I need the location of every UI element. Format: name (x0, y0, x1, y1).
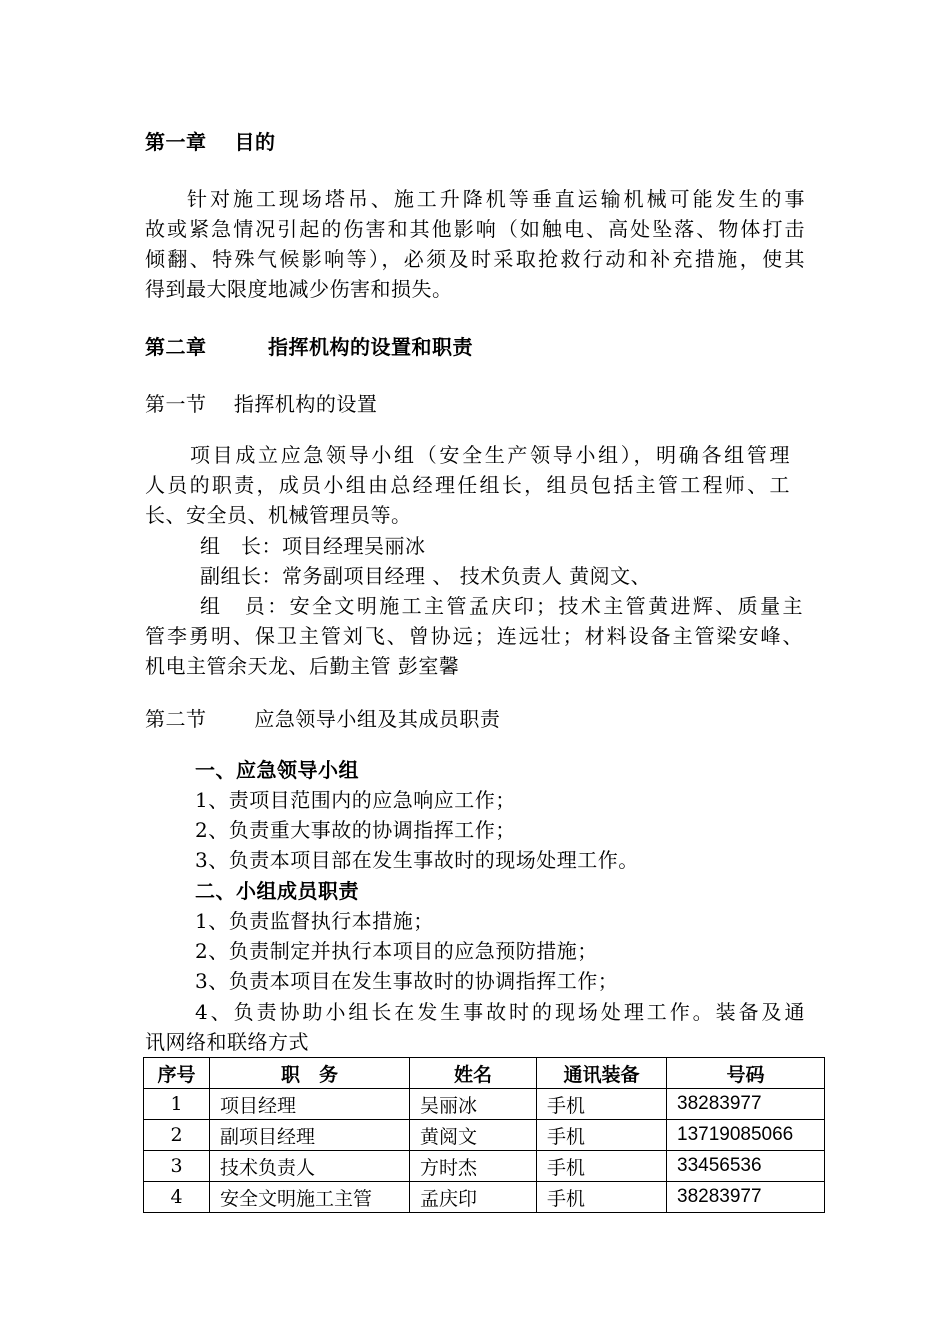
row-name: 吴丽冰 (410, 1089, 537, 1120)
member-duty-4: 4、负责协助小组长在发生事故时的现场处理工作。装备及通 (195, 1000, 805, 1024)
chapter1-heading: 第一章 目的 (145, 130, 276, 154)
member-duty-3: 3、负责本项目在发生事故时的协调指挥工作； (195, 969, 619, 993)
row-index: 1 (144, 1089, 210, 1120)
header-number: 号码 (667, 1058, 825, 1089)
group-duties-heading: 一、应急领导小组 (195, 758, 359, 782)
row-device: 手机 (537, 1182, 667, 1213)
chapter1-para-line-1: 针对施工现场塔吊、施工升降机等垂直运输机械可能发生的事 (187, 187, 805, 211)
group-leader-line: 组 长：项目经理吴丽冰 (200, 534, 426, 558)
group-duty-2: 2、负责重大事故的协调指挥工作； (195, 818, 516, 842)
chapter1-para-line-2: 故或紧急情况引起的伤害和其他影响（如触电、高处坠落、物体打击 (145, 217, 805, 241)
members-line-3: 机电主管余天龙、后勤主管 彭室馨 (145, 654, 460, 678)
row-device: 手机 (537, 1120, 667, 1151)
deputy-leader-line: 副组长：常务副项目经理 、 技术负责人 黄阅文、 (200, 564, 652, 588)
row-name: 方时杰 (410, 1151, 537, 1182)
section2-heading: 第二节 应急领导小组及其成员职责 (145, 707, 501, 731)
contacts-table (143, 1057, 825, 1213)
row-name: 黄阅文 (410, 1120, 537, 1151)
row-index: 3 (144, 1151, 210, 1182)
row-index: 2 (144, 1120, 210, 1151)
row-name: 孟庆印 (410, 1182, 537, 1213)
row-position: 技术负责人 (210, 1151, 410, 1182)
row-device: 手机 (537, 1089, 667, 1120)
row-device: 手机 (537, 1151, 667, 1182)
group-duty-1: 1、责项目范围内的应急响应工作； (195, 788, 516, 812)
row-position: 项目经理 (210, 1089, 410, 1120)
row-number: 38283977 (667, 1089, 825, 1120)
row-number: 38283977 (667, 1182, 825, 1213)
table-header-row (144, 1058, 825, 1089)
chapter1-para-line-3: 倾翻、特殊气候影响等），必须及时采取抢救行动和补充措施，使其 (145, 247, 805, 271)
group-duty-3: 3、负责本项目部在发生事故时的现场处理工作。 (195, 848, 639, 872)
section1-heading: 第一节 指挥机构的设置 (145, 392, 378, 416)
header-position: 职 务 (210, 1058, 410, 1089)
row-number: 33456536 (667, 1151, 825, 1182)
member-duty-1: 1、负责监督执行本措施； (195, 909, 434, 933)
header-name: 姓名 (410, 1058, 537, 1089)
members-line-1: 组 员：安全文明施工主管孟庆印；技术主管黄进辉、质量主 (200, 594, 803, 618)
header-device: 通讯装备 (537, 1058, 667, 1089)
section1-para-line-3: 长、安全员、机械管理员等。 (145, 503, 412, 527)
row-position: 安全文明施工主管 (210, 1182, 410, 1213)
section1-para-line-2: 人员的职责，成员小组由总经理任组长，组员包括主管工程师、工 (145, 473, 790, 497)
member-duty-2: 2、负责制定并执行本项目的应急预防措施； (195, 939, 598, 963)
table-row (144, 1089, 825, 1120)
section1-para-line-1: 项目成立应急领导小组（安全生产领导小组），明确各组管理 (190, 443, 790, 467)
row-index: 4 (144, 1182, 210, 1213)
row-position: 副项目经理 (210, 1120, 410, 1151)
row-number: 13719085066 (667, 1120, 825, 1151)
table-row (144, 1151, 825, 1182)
table-row (144, 1120, 825, 1151)
header-index: 序号 (144, 1058, 210, 1089)
table-row (144, 1182, 825, 1213)
chapter2-heading: 第二章 指挥机构的设置和职责 (145, 335, 473, 359)
member-duty-4-continued: 讯网络和联络方式 (145, 1030, 309, 1054)
chapter1-para-line-4: 得到最大限度地减少伤害和损失。 (145, 277, 453, 301)
member-duties-heading: 二、小组成员职责 (195, 879, 359, 903)
members-line-2: 管李勇明、保卫主管刘飞、曾协远；连远壮；材料设备主管梁安峰、 (145, 624, 803, 648)
